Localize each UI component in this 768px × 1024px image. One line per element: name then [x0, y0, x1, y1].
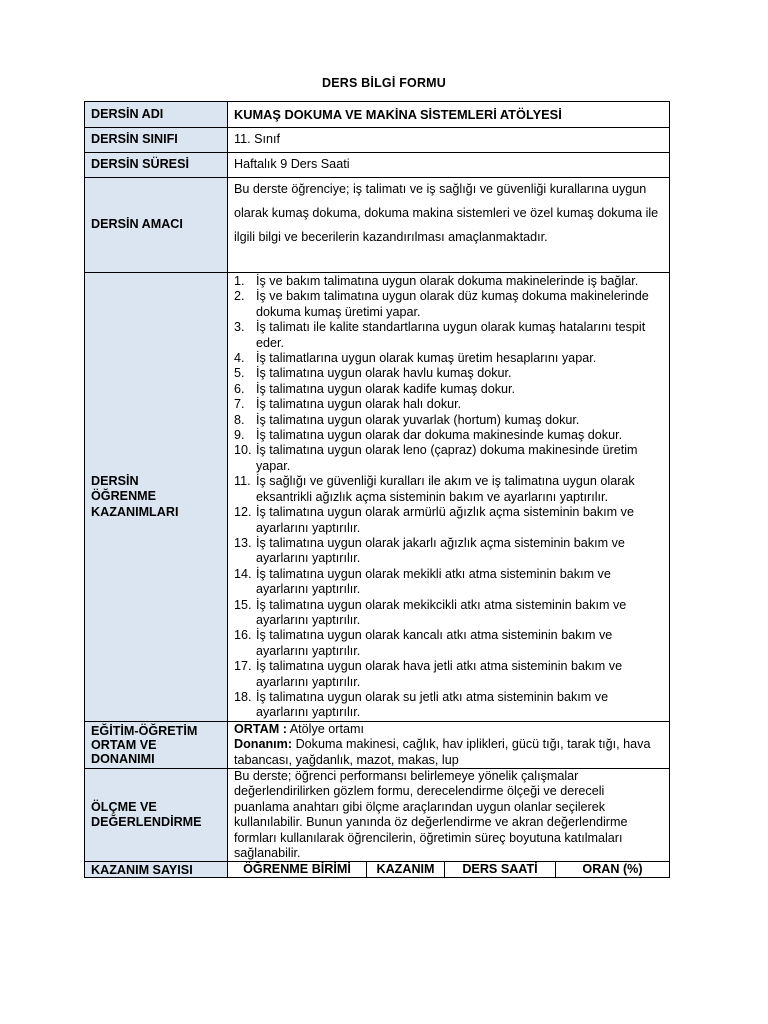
assessment-label-line: DEĞERLENDİRME	[91, 815, 202, 830]
learning-outcome-number: 13.	[234, 535, 252, 550]
course-name-label: DERSİN ADI	[85, 102, 228, 128]
learning-outcome-number: 12.	[234, 505, 252, 520]
course-name-value: KUMAŞ DOKUMA VE MAKİNA SİSTEMLERİ ATÖLYESİ	[228, 102, 670, 128]
assessment-label-line: ÖLÇME VE	[91, 799, 157, 814]
learning-outcome-item	[234, 474, 663, 505]
row-assessment	[85, 769, 670, 862]
learning-outcome-item	[234, 320, 663, 351]
learning-outcome-text: İş talimatı ile kalite standartlarına uygun olarak kumaş hatalarını tespit eder.	[256, 320, 646, 350]
col-learning-unit: ÖĞRENME BİRİMİ	[243, 862, 351, 877]
learning-outcomes-label	[85, 273, 228, 722]
learning-outcome-text: İş talimatına uygun olarak hava jetli atkı atma sisteminin bakım ve ayarlarını yaptırılır.	[256, 659, 623, 689]
learning-outcome-text: İş talimatına uygun olarak havlu kumaş dokur.	[256, 366, 512, 381]
learning-outcome-item	[234, 289, 663, 320]
learning-outcome-item	[234, 567, 663, 598]
learning-outcome-text: İş talimatına uygun olarak mekikcikli atkı atma sisteminin bakım ve ayarlarını yaptırılır.	[256, 597, 627, 627]
learning-outcome-text: İş talimatına uygun olarak su jetli atkı atma sisteminin bakım ve ayarlarını yaptırılır.	[256, 689, 609, 720]
row-course-class	[85, 128, 670, 153]
learning-outcome-text: İş talimatına uygun olarak mekikli atkı atma sisteminin bakım ve ayarlarını yaptırılır.	[256, 566, 611, 597]
learning-outcome-item	[234, 505, 663, 536]
ortam-label: ORTAM :	[234, 721, 287, 736]
learning-outcome-number: 11.	[234, 474, 251, 489]
learning-outcome-number: 15.	[234, 597, 252, 612]
learning-outcome-number: 5.	[234, 366, 245, 381]
learning-outcome-text: İş ve bakım talimatına uygun olarak düz kumaş dokuma makinelerinde dokuma kumaş üretimi yapar.	[256, 289, 649, 319]
col-outcome: KAZANIM	[366, 862, 444, 877]
learning-outcomes-label-line: DERSİN	[91, 473, 139, 488]
environment-label-line: DONANIMI	[91, 751, 155, 766]
outcome-count-columns	[228, 862, 670, 878]
learning-outcome-number: 1.	[234, 274, 245, 288]
learning-outcome-number: 6.	[234, 381, 245, 396]
learning-outcome-item	[234, 351, 663, 366]
row-course-aim	[85, 178, 670, 273]
learning-outcome-item	[234, 382, 663, 397]
environment-label-line: EĞİTİM-ÖĞRETİM	[91, 723, 198, 738]
learning-outcome-number: 4.	[234, 351, 245, 366]
learning-outcome-item	[234, 397, 663, 412]
learning-outcome-text: İş sağlığı ve güvenliği kuralları ile akım ve iş talimatına uygun olarak eksantrikli ağızlık açma sisteminin bakım ve ayarlarını yaptırılır.	[256, 474, 635, 504]
learning-outcome-text: İş talimatına uygun olarak dar dokuma makinesinde kumaş dokur.	[256, 428, 623, 443]
learning-outcome-text: İş talimatına uygun olarak halı dokur.	[256, 397, 462, 412]
learning-outcome-item	[234, 628, 663, 659]
donanim-label: Donanım:	[234, 737, 293, 752]
learning-outcome-item	[234, 274, 663, 289]
learning-outcome-number: 14.	[234, 566, 252, 581]
learning-outcome-text: İş talimatına uygun olarak leno (çapraz) dokuma makinesinde üretim yapar.	[256, 443, 638, 473]
learning-outcome-text: İş talimatına uygun olarak yuvarlak (hortum) kumaş dokur.	[256, 412, 580, 427]
course-class-label: DERSİN SINIFI	[85, 128, 228, 153]
learning-outcomes-label-line: KAZANIMLARI	[91, 504, 179, 519]
outcome-count-label: KAZANIM SAYISI	[85, 862, 228, 878]
donanim-value: Dokuma makinesi, cağlık, hav iplikleri, gücü tığı, tarak tığı, hava tabancası, yağdanlık, mazot, makas, lup	[234, 737, 651, 767]
learning-outcome-item	[234, 413, 663, 428]
learning-outcome-text: İş talimatına uygun olarak kancalı atkı atma sisteminin bakım ve ayarlarını yaptırılır.	[256, 628, 613, 658]
learning-outcome-text: İş talimatına uygun olarak kadife kumaş dokur.	[256, 381, 516, 396]
row-learning-outcomes	[85, 273, 670, 722]
row-outcome-count	[85, 862, 670, 878]
col-ratio: ORAN (%)	[555, 862, 669, 877]
learning-outcome-number: 10.	[234, 443, 252, 458]
learning-outcome-number: 3.	[234, 320, 245, 335]
learning-outcomes-list	[234, 274, 663, 721]
environment-label-line: ORTAM VE	[91, 737, 157, 752]
col-lesson-hours: DERS SAATİ	[444, 862, 555, 877]
learning-outcome-text: İş talimatına uygun olarak armürlü ağızlık açma sisteminin bakım ve ayarlarını yaptırılır.	[256, 505, 634, 535]
form-title: DERS BİLGİ FORMU	[321, 76, 447, 90]
learning-outcome-text: İş talimatlarına uygun olarak kumaş üretim hesaplarını yapar.	[256, 351, 597, 366]
learning-outcome-text: İş talimatına uygun olarak jakarlı ağızlık açma sisteminin bakım ve ayarlarını yaptırılır.	[256, 535, 625, 566]
course-duration-value: Haftalık 9 Ders Saati	[228, 153, 670, 178]
learning-outcome-number: 18.	[234, 689, 252, 704]
learning-outcome-number: 8.	[234, 412, 245, 427]
learning-outcome-item	[234, 598, 663, 629]
row-course-duration	[85, 153, 670, 178]
learning-outcome-text: İş ve bakım talimatına uygun olarak dokuma makinelerinde iş bağlar.	[256, 274, 639, 288]
assessment-value: Bu derste; öğrenci performansı belirlemeye yönelik çalışmalar değerlendirilirken gözlem formu, derecelendirme ölçeği ve dereceli puanlama anahtarı gibi ölçme araçlarından uygun olanlar seçilerek kullanılabilir. Bunun yanında öz değerlendirme ve akran değerlendirme formları kullanılarak öğrencilerin, öğretimin süreç boyutuna katılmaları sağlanabilir.	[228, 769, 670, 862]
assessment-label	[85, 769, 228, 862]
row-course-name	[85, 102, 670, 128]
environment-label	[85, 721, 228, 768]
course-aim-value: Bu derste öğrenciye; iş talimatı ve iş sağlığı ve güvenliği kurallarına uygun olarak kumaş dokuma, dokuma makina sistemleri ve özel kumaş dokuma ile ilgili bilgi ve becerilerin kazandırılması amaçlanmaktadır.	[228, 178, 670, 273]
ortam-value: Atölye ortamı	[289, 721, 364, 736]
learning-outcome-item	[234, 443, 663, 474]
learning-outcome-number: 16.	[234, 628, 252, 643]
learning-outcome-number: 9.	[234, 428, 245, 443]
learning-outcome-item	[234, 659, 663, 690]
learning-outcome-item	[234, 428, 663, 443]
learning-outcomes-label-line: ÖĞRENME	[91, 489, 157, 504]
learning-outcome-item	[234, 690, 663, 721]
course-class-value: 11. Sınıf	[228, 128, 670, 153]
learning-outcome-item	[234, 536, 663, 567]
environment-value	[228, 721, 670, 768]
learning-outcome-item	[234, 366, 663, 381]
course-duration-label: DERSİN SÜRESİ	[85, 153, 228, 178]
learning-outcome-number: 2.	[234, 289, 245, 304]
learning-outcome-number: 7.	[234, 397, 245, 412]
course-aim-label: DERSİN AMACI	[85, 178, 228, 273]
course-info-table	[84, 101, 670, 878]
learning-outcomes-list-cell	[228, 273, 670, 722]
learning-outcome-number: 17.	[234, 659, 252, 674]
row-environment	[85, 721, 670, 768]
